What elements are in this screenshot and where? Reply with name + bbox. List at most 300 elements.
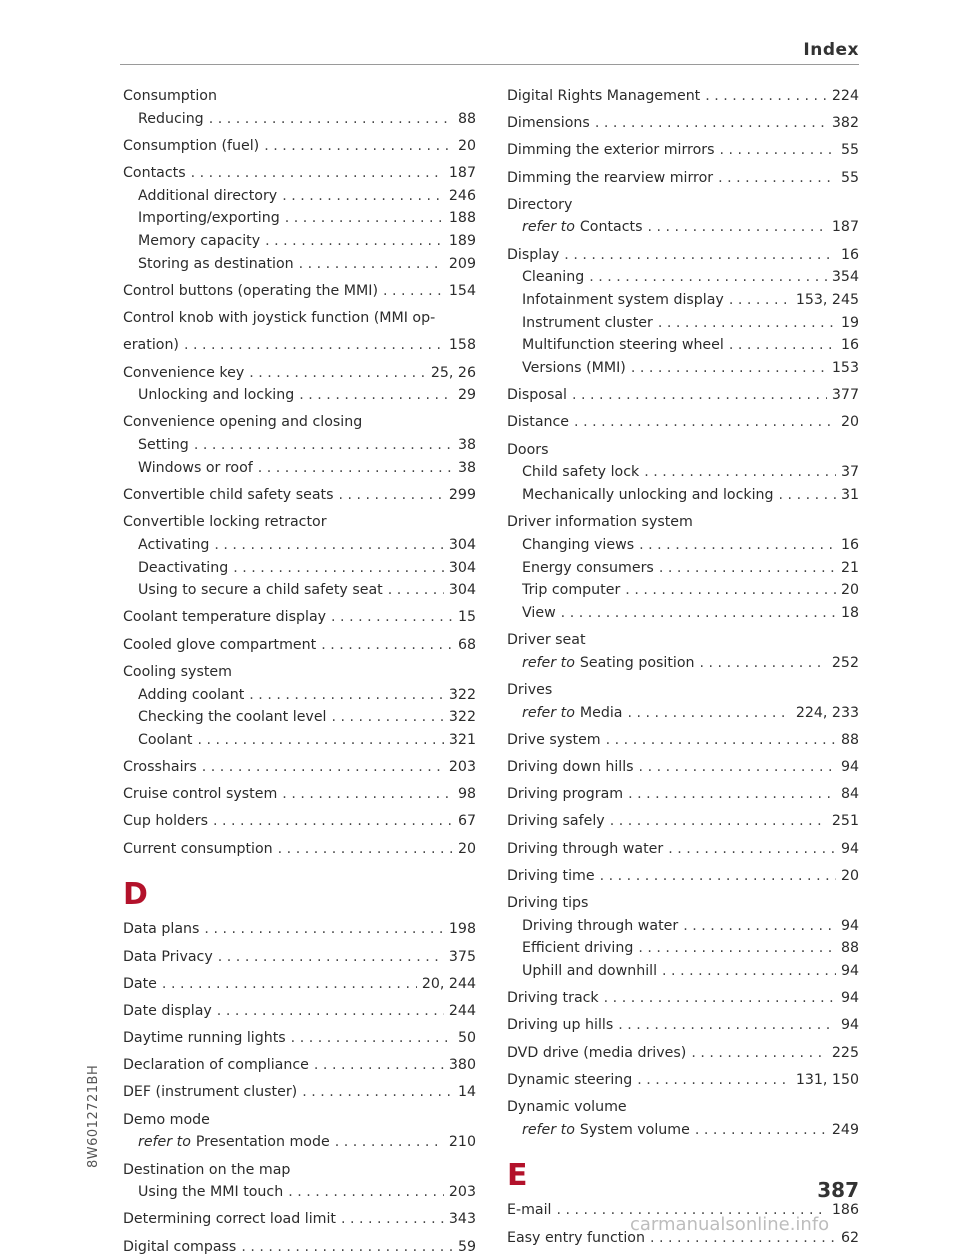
index-term: E-mail [507, 1202, 552, 1219]
index-term: Convertible locking retractor [123, 514, 327, 531]
index-term: Multifunction steering wheel [522, 337, 724, 354]
dot-leader [639, 756, 836, 779]
index-entry [507, 729, 859, 752]
index-entry [123, 1159, 476, 1182]
index-entry [123, 756, 476, 779]
cross-reference-prefix: refer to [522, 654, 575, 671]
dot-leader [644, 461, 836, 484]
index-term: Convertible child safety seats [123, 487, 334, 503]
dot-leader [659, 557, 836, 580]
index-entry [507, 194, 859, 217]
index-entry [123, 484, 476, 507]
index-entry [123, 135, 476, 158]
index-page-ref: 354 [831, 269, 859, 286]
index-term: Uphill and downhill [522, 963, 658, 980]
index-page-ref: 153 [831, 360, 859, 377]
index-subentry [123, 579, 476, 602]
index-term: Coolant temperature display [123, 609, 327, 626]
index-subentry [123, 534, 476, 557]
index-page-ref: 203 [448, 759, 476, 776]
dot-leader [197, 729, 443, 752]
index-subentry [507, 484, 859, 507]
index-term: eration) [123, 337, 179, 354]
index-subentry [123, 384, 476, 407]
dot-leader [779, 484, 836, 507]
dot-leader [604, 987, 836, 1010]
index-subentry [507, 960, 859, 983]
index-subentry [507, 557, 859, 580]
index-page-ref: 55 [840, 142, 859, 159]
index-page-ref: 304 [448, 559, 476, 576]
index-page-ref: 252 [831, 654, 859, 671]
index-page-ref: 55 [840, 169, 859, 186]
dot-leader [233, 557, 444, 580]
dot-leader [321, 634, 453, 657]
index-subentry [123, 557, 476, 580]
index-term: Adding coolant [138, 686, 245, 703]
index-page-ref: 321 [448, 731, 476, 748]
index-entry [123, 606, 476, 629]
dot-leader [595, 112, 827, 135]
index-term: DEF (instrument cluster) [123, 1084, 298, 1101]
dot-leader [204, 918, 443, 941]
index-entry [123, 1054, 476, 1077]
cross-reference-prefix: refer to [138, 1134, 191, 1151]
index-page-ref: 94 [840, 840, 859, 857]
index-page-ref: 20 [840, 867, 859, 884]
index-term: Using to secure a child safety seat [138, 582, 383, 599]
index-subentry [507, 602, 859, 625]
index-term: Cruise control system [123, 786, 278, 803]
dot-leader [388, 579, 444, 602]
index-entry [123, 918, 476, 941]
index-term: Activating [138, 536, 210, 553]
index-page-ref: 19 [840, 314, 859, 331]
index-entry [123, 1081, 476, 1104]
index-term: Driving safely [507, 813, 605, 830]
index-term: Consumption (fuel) [123, 137, 260, 154]
cross-reference-prefix: refer to [522, 1121, 575, 1138]
index-subentry [123, 1131, 476, 1154]
index-page-ref: 210 [448, 1134, 476, 1151]
index-page-ref: 20 [840, 582, 859, 599]
dot-leader [288, 1181, 444, 1204]
index-page-ref: 304 [448, 536, 476, 553]
dot-leader [282, 185, 444, 208]
dot-leader [302, 1081, 453, 1104]
index-entry [507, 384, 859, 407]
dot-leader [383, 280, 444, 303]
dot-leader [194, 434, 453, 457]
index-subentry [507, 289, 859, 312]
index-subentry [507, 652, 859, 675]
index-entry [123, 973, 476, 996]
index-page-ref: 225 [831, 1044, 859, 1061]
index-subentry [507, 579, 859, 602]
index-entry [507, 439, 859, 462]
index-page-ref: 322 [448, 709, 476, 726]
index-term: Unlocking and locking [138, 387, 295, 404]
index-subentry [507, 312, 859, 335]
index-page-ref: 188 [448, 210, 476, 227]
index-page-ref: 37 [840, 464, 859, 481]
index-page-ref: 304 [448, 582, 476, 599]
index-term: Windows or roof [138, 459, 253, 476]
index-term: Setting [138, 437, 189, 454]
index-page-ref: 14 [457, 1084, 476, 1101]
index-subentry [507, 461, 859, 484]
dot-leader [264, 135, 453, 158]
dot-leader [184, 334, 444, 357]
index-term: Distance [507, 414, 570, 431]
index-term: Dynamic volume [507, 1099, 627, 1115]
index-term: Mechanically unlocking and locking [522, 487, 774, 503]
index-entry [507, 139, 859, 162]
index-page-ref: 382 [831, 115, 859, 132]
index-subentry [507, 216, 859, 239]
index-term: Cooled glove compartment [123, 636, 317, 653]
index-term: Storing as destination [138, 255, 294, 272]
index-term: Dimensions [507, 115, 590, 132]
index-term: Driving track [507, 990, 599, 1007]
index-term: Driving through water [522, 917, 679, 934]
index-term: Importing/exporting [138, 210, 280, 227]
index-term: Cooling system [123, 663, 232, 680]
index-term: Daytime running lights [123, 1030, 286, 1047]
index-term: Using the MMI touch [138, 1184, 284, 1201]
index-page-ref: 16 [840, 246, 859, 263]
index-page-ref: 186 [831, 1202, 859, 1219]
index-entry [123, 411, 476, 434]
dot-leader [299, 253, 444, 276]
index-term: Display [507, 246, 560, 263]
index-term: Driving up hills [507, 1017, 614, 1034]
index-page-ref: 203 [448, 1184, 476, 1201]
index-term: Data Privacy [123, 948, 213, 965]
index-term: Seating position [579, 654, 695, 671]
index-term: Driving through water [507, 840, 664, 857]
index-entry [123, 1208, 476, 1231]
index-term: Dimming the exterior mirrors [507, 142, 715, 159]
index-term: Driving tips [507, 895, 589, 911]
index-term: Directory [507, 196, 573, 213]
index-entry [123, 661, 476, 684]
dot-leader [668, 838, 836, 861]
index-page-ref: 187 [831, 219, 859, 236]
index-entry [123, 634, 476, 657]
index-subentry [123, 108, 476, 131]
index-column-right [507, 85, 859, 1249]
dot-leader [574, 411, 836, 434]
index-term: Energy consumers [522, 559, 654, 576]
index-page-ref: 224 [831, 88, 859, 104]
dot-leader [218, 946, 444, 969]
index-page-ref: 375 [448, 948, 476, 965]
document-code: 8W6012721BH [86, 1064, 101, 1168]
index-entry [507, 85, 859, 108]
index-subentry [123, 729, 476, 752]
dot-leader [729, 334, 836, 357]
index-entry [123, 1236, 476, 1258]
index-term: System volume [579, 1121, 690, 1138]
index-page-ref: 67 [457, 813, 476, 830]
index-term: Disposal [507, 387, 567, 404]
dot-leader [631, 357, 827, 380]
index-page-ref: 68 [457, 636, 476, 653]
header-divider [120, 64, 859, 65]
index-term: Driving down hills [507, 759, 634, 776]
dot-leader [299, 384, 453, 407]
index-entry [123, 810, 476, 833]
cross-reference-prefix: refer to [522, 219, 575, 236]
dot-leader [561, 602, 836, 625]
index-page-ref: 38 [457, 459, 476, 476]
dot-leader [331, 606, 453, 629]
dot-leader [265, 230, 444, 253]
index-page-ref: 299 [448, 487, 476, 503]
index-term: Contacts [579, 219, 643, 236]
index-page-ref: 20 [457, 840, 476, 857]
index-term: Drives [507, 682, 553, 698]
index-term: Driving program [507, 786, 624, 803]
index-page-ref: 189 [448, 233, 476, 250]
index-entry [507, 511, 859, 534]
index-entry [507, 892, 859, 915]
index-entry [123, 162, 476, 185]
index-term: Coolant [138, 731, 193, 748]
index-page-ref: 16 [840, 337, 859, 354]
index-section-letter: E [507, 1158, 528, 1194]
index-entry [123, 511, 476, 534]
index-term: Date [123, 975, 157, 992]
index-entry [123, 1027, 476, 1050]
dot-leader [695, 1119, 827, 1142]
index-term: Declaration of compliance [123, 1057, 309, 1074]
index-page-ref: 158 [448, 337, 476, 354]
index-page-ref: 84 [840, 786, 859, 803]
index-term: Date display [123, 1002, 212, 1019]
dot-leader [718, 167, 836, 190]
index-subentry [123, 434, 476, 457]
dot-leader [600, 865, 836, 888]
index-entry [123, 1000, 476, 1023]
dot-leader [202, 756, 444, 779]
dot-leader [209, 108, 453, 131]
index-term: Cleaning [522, 269, 585, 286]
dot-leader [191, 162, 444, 185]
dot-leader [638, 937, 836, 960]
dot-leader [618, 1014, 836, 1037]
index-entry [123, 280, 476, 303]
index-entry [123, 783, 476, 806]
index-page-ref: 21 [840, 559, 859, 576]
index-subentry [507, 702, 859, 725]
index-term: Convenience opening and closing [123, 414, 363, 431]
index-term: Trip computer [522, 582, 621, 599]
watermark-text: carmanualsonline.info [630, 1214, 830, 1235]
page-number: 387 [817, 1178, 859, 1202]
index-page-ref: 98 [457, 786, 476, 803]
index-term: Checking the coolant level [138, 709, 327, 726]
index-page-ref: 244 [448, 1002, 476, 1019]
index-page-ref: 94 [840, 917, 859, 934]
index-page-ref: 246 [448, 187, 476, 204]
dot-leader [341, 1208, 444, 1231]
index-page-ref: 88 [840, 731, 859, 748]
index-subentry [123, 230, 476, 253]
index-page-ref: 224, 233 [795, 704, 859, 721]
dot-leader [258, 457, 453, 480]
index-term: Consumption [123, 88, 217, 104]
index-page-ref: 198 [448, 921, 476, 938]
index-entry [123, 838, 476, 861]
index-page-ref: 251 [831, 813, 859, 830]
index-page-ref: 153, 245 [795, 292, 859, 308]
index-term: Instrument cluster [522, 314, 653, 331]
dot-leader [683, 915, 836, 938]
index-term: Convenience key [123, 364, 245, 381]
dot-leader [625, 579, 836, 602]
dot-leader [610, 810, 827, 833]
dot-leader [331, 706, 443, 729]
dot-leader [213, 810, 453, 833]
dot-leader [217, 1000, 444, 1023]
index-entry [507, 1069, 859, 1092]
dot-leader [720, 139, 836, 162]
dot-leader [639, 534, 836, 557]
index-term: Data plans [123, 921, 200, 938]
dot-leader [637, 1069, 791, 1092]
index-subentry [507, 357, 859, 380]
index-entry [507, 1042, 859, 1065]
index-entry [507, 244, 859, 267]
index-entry [507, 1096, 859, 1119]
index-page-ref: 249 [831, 1121, 859, 1138]
index-subentry [123, 684, 476, 707]
index-entry [507, 112, 859, 135]
dot-leader [338, 484, 443, 507]
index-term: Determining correct load limit [123, 1211, 336, 1228]
index-page-ref: 88 [457, 110, 476, 127]
index-entry [123, 362, 476, 385]
index-subentry [123, 207, 476, 230]
index-page-ref: 94 [840, 990, 859, 1007]
index-page-ref: 15 [457, 609, 476, 626]
dot-leader [564, 244, 836, 267]
index-entry [123, 307, 476, 330]
index-page-ref: 187 [448, 165, 476, 182]
dot-leader [335, 1131, 444, 1154]
index-term: Digital Rights Management [507, 88, 701, 104]
index-term: Control buttons (operating the MMI) [123, 283, 378, 299]
index-entry [507, 810, 859, 833]
index-term: Drive system [507, 731, 601, 748]
dot-leader [658, 312, 836, 335]
index-entry [507, 167, 859, 190]
dot-leader [662, 960, 836, 983]
index-page-ref: 94 [840, 963, 859, 980]
index-entry [123, 334, 476, 357]
index-subentry [507, 266, 859, 289]
dot-leader [628, 702, 791, 725]
index-term: Driver seat [507, 632, 586, 649]
dot-leader [249, 362, 426, 385]
dot-leader [291, 1027, 453, 1050]
index-page-ref: 18 [840, 604, 859, 621]
index-entry [507, 1014, 859, 1037]
index-page-ref: 59 [457, 1238, 476, 1255]
dot-leader [285, 207, 444, 230]
index-term: Cup holders [123, 813, 208, 830]
index-term: Destination on the map [123, 1161, 291, 1178]
dot-leader [705, 85, 827, 108]
index-subentry [123, 706, 476, 729]
index-term: Driving time [507, 867, 595, 884]
index-term: Infotainment system display [522, 292, 724, 308]
index-subentry [507, 334, 859, 357]
index-term: Memory capacity [138, 233, 261, 250]
index-page-ref: 343 [448, 1211, 476, 1228]
index-term: Contacts [123, 165, 186, 182]
index-subentry [123, 1181, 476, 1204]
index-term: Crosshairs [123, 759, 197, 776]
index-subentry [507, 937, 859, 960]
index-page-ref: 94 [840, 1017, 859, 1034]
page-header-title: Index [803, 40, 859, 60]
index-page-ref: 31 [840, 487, 859, 503]
index-term: Media [579, 704, 623, 721]
index-subentry [507, 915, 859, 938]
index-term: View [522, 604, 556, 621]
index-term: Versions (MMI) [522, 360, 626, 377]
index-page-ref: 380 [448, 1057, 476, 1074]
dot-leader [249, 684, 444, 707]
index-term: Changing views [522, 536, 635, 553]
index-column-left [123, 85, 476, 1258]
dot-leader [282, 783, 453, 806]
index-subentry [123, 253, 476, 276]
dot-leader [700, 652, 827, 675]
index-page-ref: 88 [840, 940, 859, 957]
index-term: Reducing [138, 110, 204, 127]
index-subentry [507, 534, 859, 557]
index-term: Child safety lock [522, 464, 640, 481]
index-page-ref: 377 [831, 387, 859, 404]
index-page-ref: 50 [457, 1030, 476, 1047]
index-term: Efficient driving [522, 940, 634, 957]
index-page-ref: 29 [457, 387, 476, 404]
dot-leader [628, 783, 836, 806]
dot-leader [572, 384, 827, 407]
index-page-ref: 20, 244 [421, 975, 476, 992]
dot-leader [691, 1042, 827, 1065]
index-subentry [507, 1119, 859, 1142]
index-page-ref: 131, 150 [795, 1071, 859, 1088]
index-entry [507, 865, 859, 888]
index-page-ref: 38 [457, 437, 476, 454]
index-term: Driver information system [507, 514, 693, 531]
index-term: Deactivating [138, 559, 229, 576]
index-term: Doors [507, 441, 549, 458]
index-entry [507, 838, 859, 861]
dot-leader [162, 973, 417, 996]
index-entry [123, 85, 476, 108]
index-term: DVD drive (media drives) [507, 1044, 687, 1061]
index-page-ref: 20 [840, 414, 859, 431]
index-page-ref: 16 [840, 536, 859, 553]
dot-leader [647, 216, 826, 239]
index-page-ref: 154 [448, 283, 476, 299]
